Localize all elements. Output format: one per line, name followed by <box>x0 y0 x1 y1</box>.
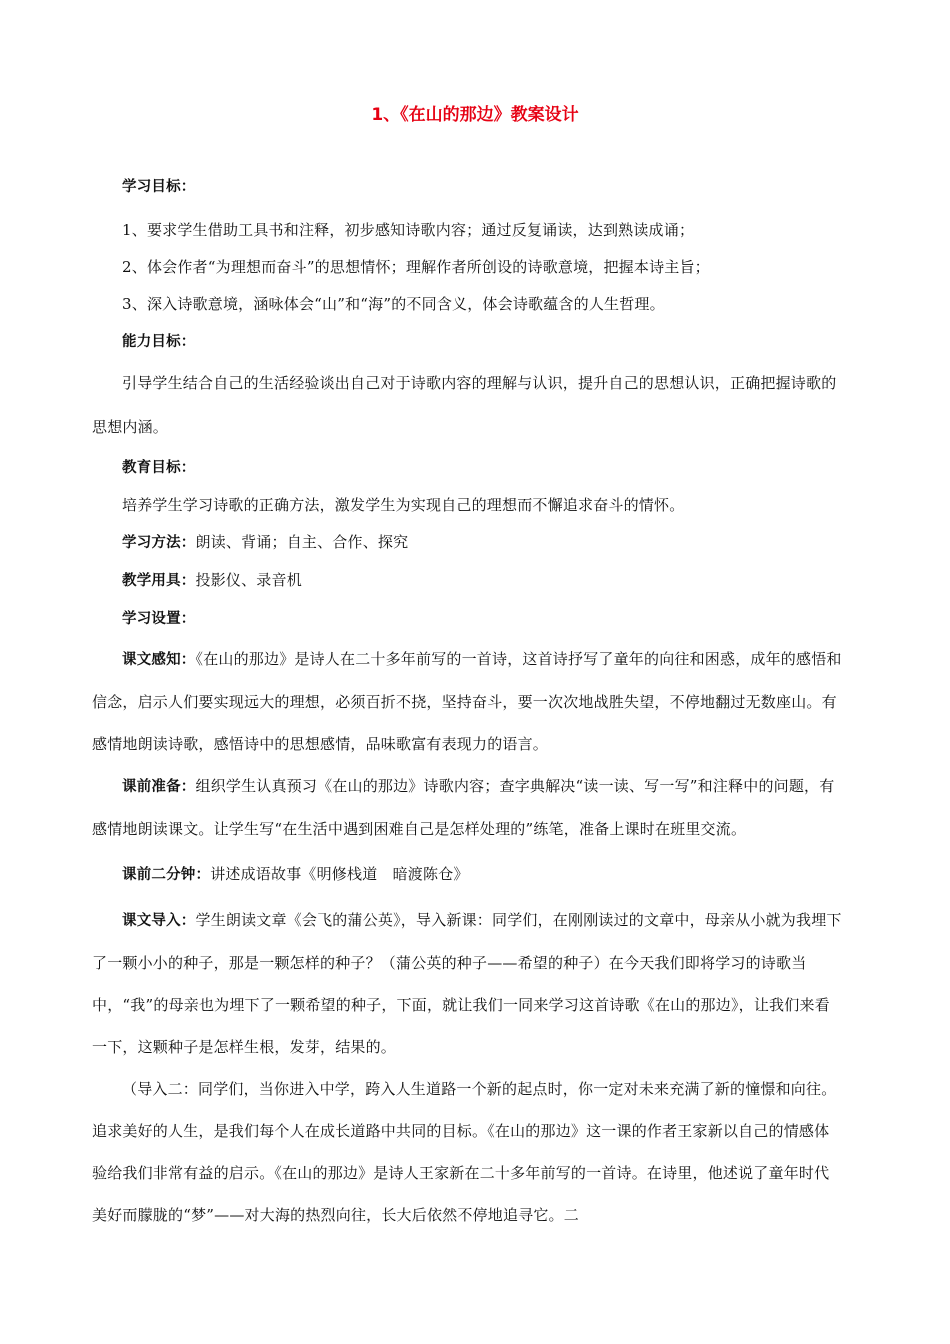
learning-goal-3: 3、深入诗歌意境，涵咏体会“山”和“海”的不同含义，体会诗歌蕴含的人生哲理。 <box>122 295 665 313</box>
education-goals-heading <box>92 449 844 487</box>
tools-label: 教学用具： <box>122 573 196 589</box>
two-minutes-label: 课前二分钟： <box>122 867 211 883</box>
method-label: 学习方法： <box>122 535 196 551</box>
method-text: 朗读、背诵；自主、合作、探究 <box>195 533 409 551</box>
preparation-text: 组织学生认真预习《在山的那边》诗歌内容；查字典解决“读一读、写一写”和注释中的问题，有感情地朗读课文。让学生写“在生活中遇到困难自己是怎样处理的”练笔，准备上课时在班里交流。 <box>92 777 835 838</box>
intro2-paragraph: （导入二：同学们，当你进入中学，跨入人生道路一个新的起点时，你一定对未来充满了新的憧憬和向往。追求美好的人生，是我们每个人在成长道路中共同的目标。《在山的那边》这一课的作者王家新以自己的情感体验给我们非常有益的启示。《在山的那边》是诗人王家新在二十多年前写的一首诗。在诗里，他述说了童年时代美好而朦胧的“梦”——对大海的热烈向往，长大后依然不停地追寻它。二 <box>92 1080 837 1224</box>
intro-paragraph <box>92 899 844 1068</box>
perception-text: 《在山的那边》是诗人在二十多年前写的一首诗，这首诗抒写了童年的向往和困惑，成年的感悟和信念，启示人们要实现远大的理想，必须百折不挠，坚持奋斗，要一次次地战胜失望，不停地翻过无数座山。有感情地朗读诗歌，感悟诗中的思想感情，品味歌富有表现力的语言。 <box>92 650 842 753</box>
intro-text: 学生朗读文章《会飞的蒲公英》，导入新课：同学们，在刚刚读过的文章中，母亲从小就为我埋下了一颗小小的种子，那是一颗怎样的种子？（蒲公英的种子——希望的种子）在今天我们即将学习的诗歌当中，“我”的母亲也为埋下了一颗希望的种子，下面，就让我们一同来学习这首诗歌《在山的那边》，让我们来看一下，这颗种子是怎样生根，发芽，结果的。 <box>92 911 842 1056</box>
preparation-paragraph <box>92 765 844 850</box>
heading-text: 学习设置： <box>122 611 196 627</box>
heading-text: 学习目标： <box>122 179 196 195</box>
teaching-tools <box>92 562 844 600</box>
learning-goals-heading <box>92 168 844 206</box>
page-title: 1、《在山的那边》教案设计 <box>371 105 579 125</box>
tools-text: 投影仪、录音机 <box>195 571 302 589</box>
perception-paragraph <box>92 638 844 765</box>
ability-goals-heading <box>92 323 844 361</box>
learning-method <box>92 524 844 562</box>
document-body <box>92 168 844 1236</box>
education-goals-text: 培养学生学习诗歌的正确方法，激发学生为实现自己的理想而不懈追求奋斗的情怀。 <box>122 496 685 514</box>
setup-heading <box>92 600 844 638</box>
two-minutes-text: 讲述成语故事《明修栈道 暗渡陈仓》 <box>210 865 469 883</box>
learning-goal-1: 1、要求学生借助工具书和注释，初步感知诗歌内容；通过反复诵读，达到熟读成诵； <box>122 221 695 239</box>
heading-text: 能力目标： <box>122 334 196 350</box>
perception-label: 课文感知： <box>122 652 196 668</box>
preparation-label: 课前准备： <box>122 779 196 795</box>
learning-goal-2: 2、体会作者“为理想而奋斗”的思想情怀；理解作者所创设的诗歌意境，把握本诗主旨； <box>122 258 710 276</box>
heading-text: 教育目标： <box>122 460 196 476</box>
ability-goals-text: 引导学生结合自己的生活经验谈出自己对于诗歌内容的理解与认识，提升自己的思想认识，正确把握诗歌的思想内涵。 <box>92 374 837 436</box>
intro-label: 课文导入： <box>122 913 196 929</box>
two-minutes-paragraph <box>92 850 844 899</box>
